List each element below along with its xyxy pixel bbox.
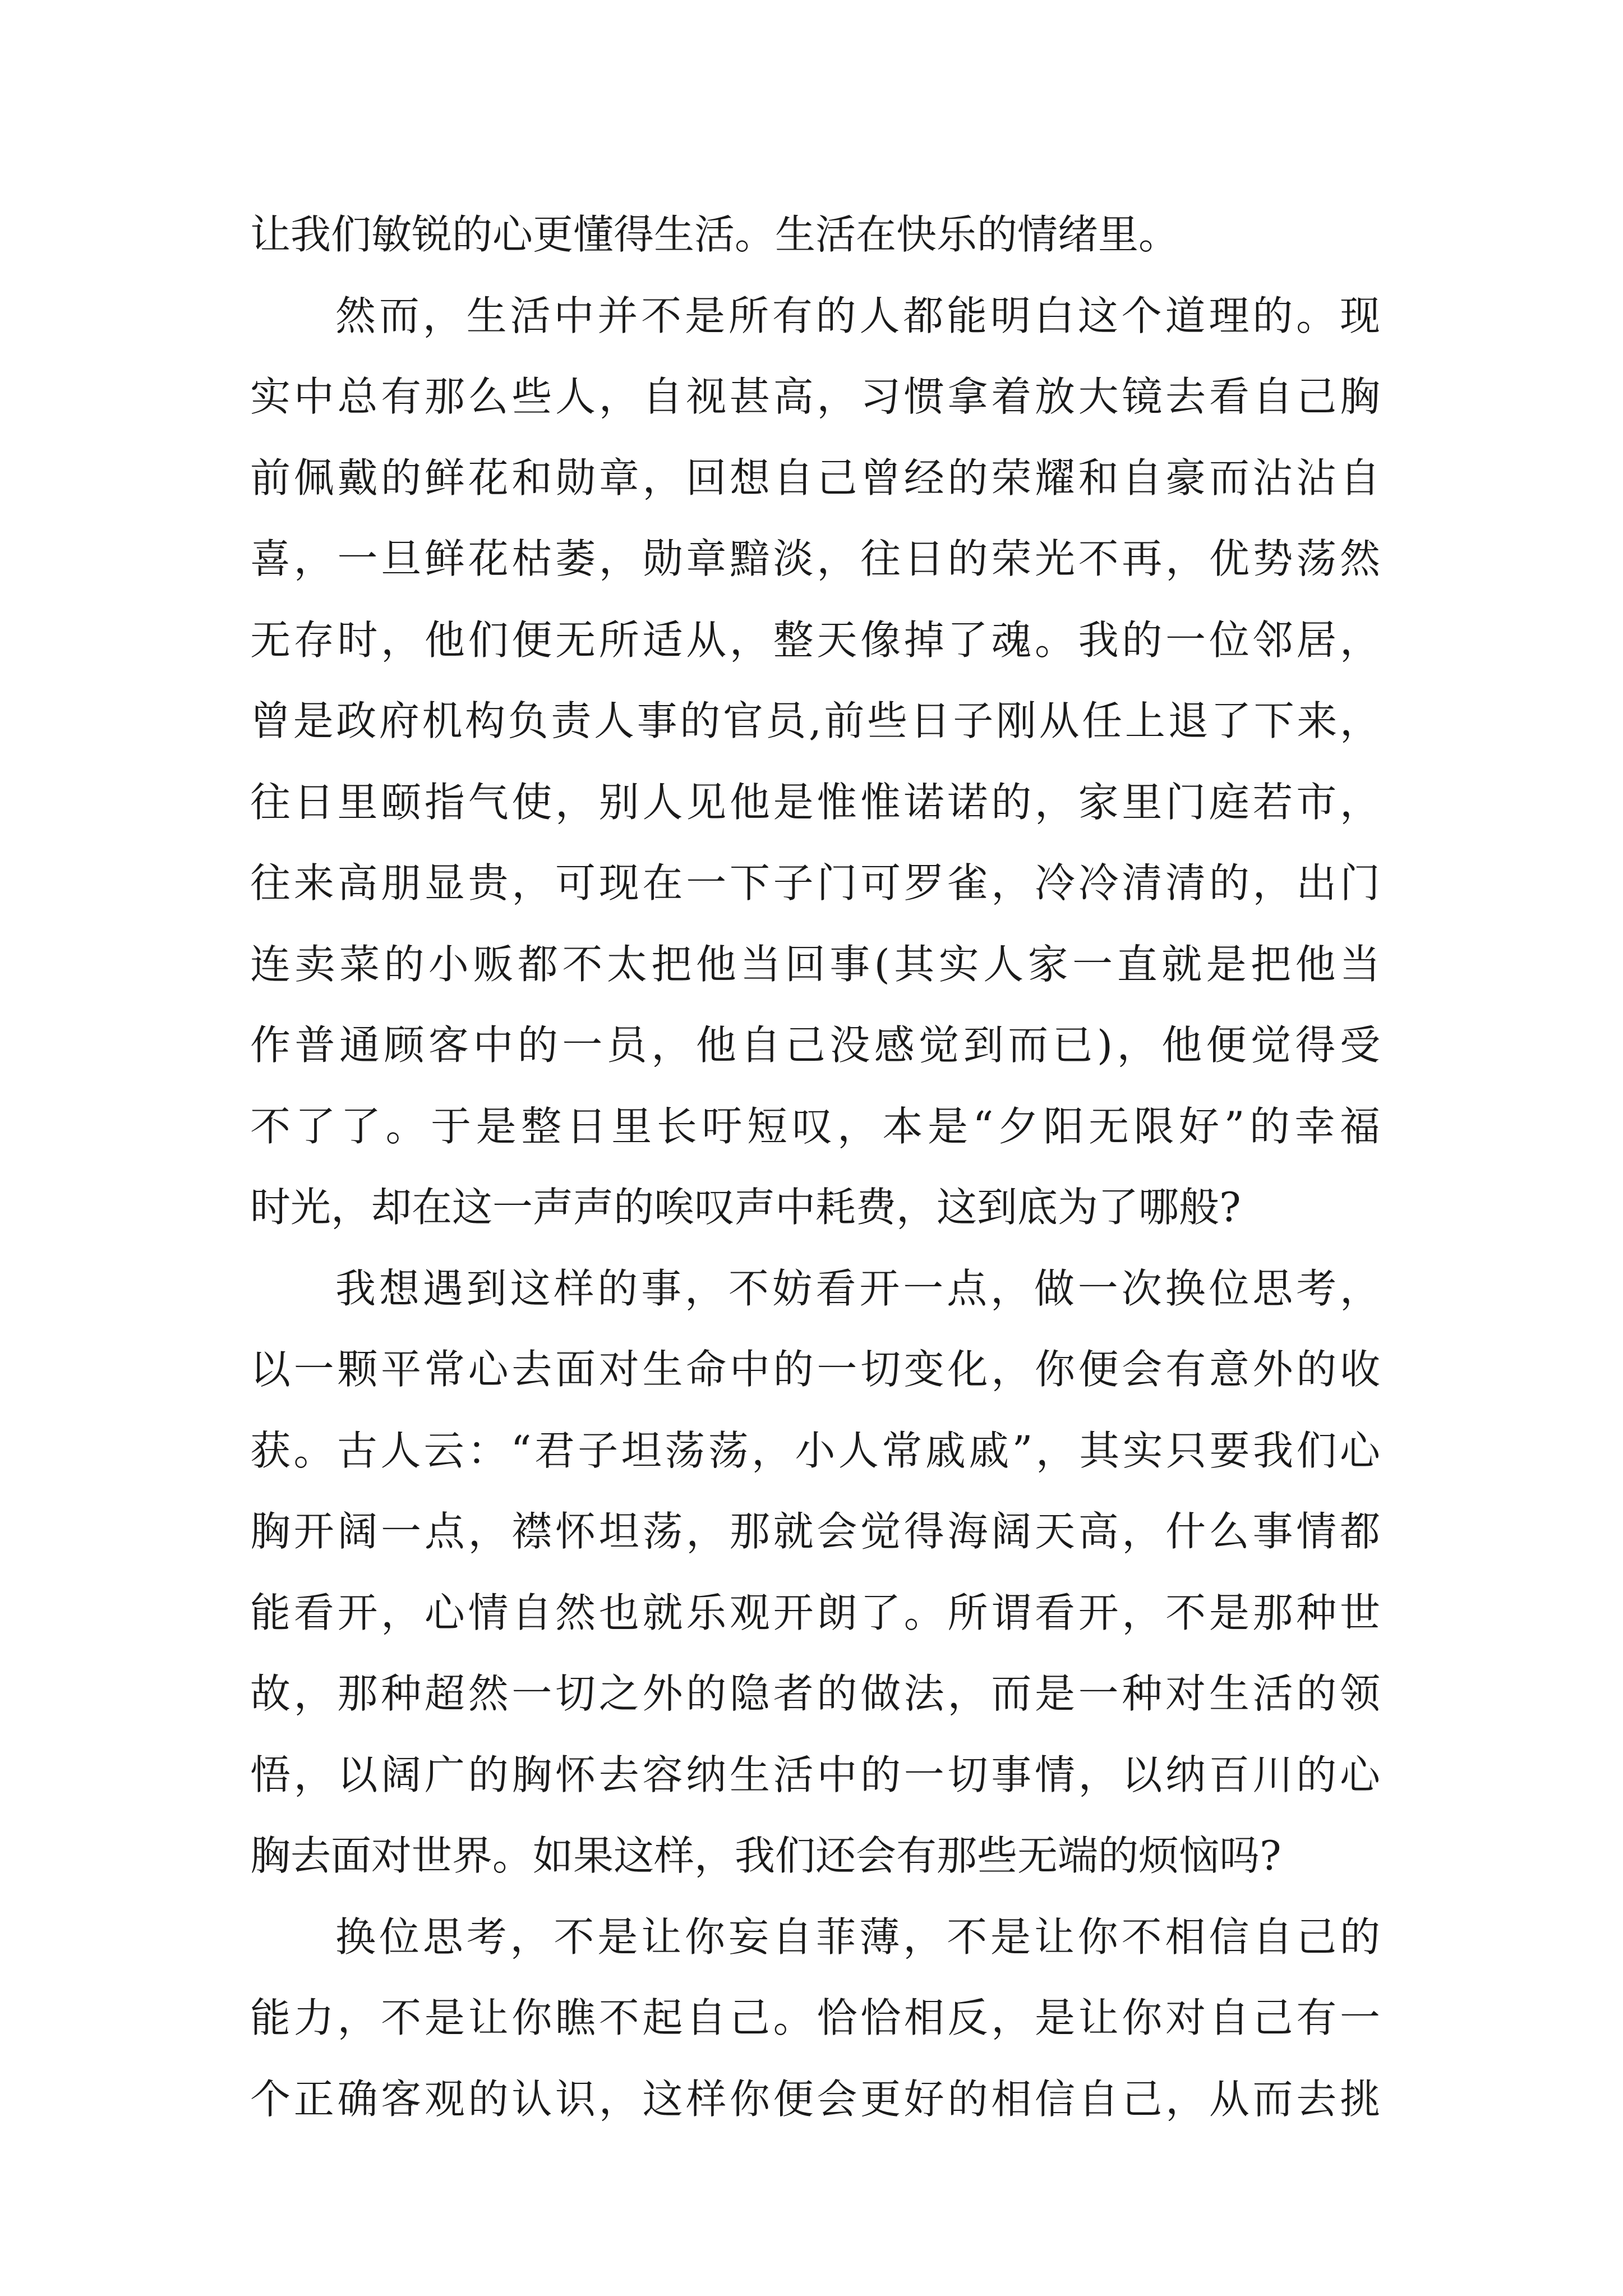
text-line: 喜，一旦鲜花枯萎，勋章黯淡，往日的荣光不再，优势荡然: [250, 535, 1380, 582]
text-line: 能看开，心情自然也就乐观开朗了。所谓看开，不是那种世: [250, 1589, 1380, 1636]
text-line: 让我们敏锐的心更懂得生活。生活在快乐的情绪里。: [250, 211, 1179, 258]
text-line: 前佩戴的鲜花和勋章，回想自己曾经的荣耀和自豪而沾沾自: [250, 454, 1380, 501]
text-line: 换位思考，不是让你妄自菲薄，不是让你不相信自己的: [335, 1913, 1380, 1961]
text-line: 我想遇到这样的事，不妨看开一点，做一次换位思考，: [335, 1264, 1380, 1312]
text-line: 个正确客观的认识，这样你便会更好的相信自己，从而去挑: [250, 2075, 1380, 2123]
text-line: 故，那种超然一切之外的隐者的做法，而是一种对生活的领: [250, 1670, 1380, 1717]
text-line: 无存时，他们便无所适从，整天像掉了魂。我的一位邻居，: [250, 616, 1380, 664]
text-line: 胸去面对世界。如果这样，我们还会有那些无端的烦恼吗?: [250, 1832, 1281, 1879]
text-line: 时光，却在这一声声的唉叹声中耗费，这到底为了哪般?: [250, 1184, 1241, 1231]
text-line: 曾是政府机构负责人事的官员,前些日子刚从任上退了下来，: [250, 697, 1380, 744]
text-line: 能力，不是让你瞧不起自己。恰恰相反，是让你对自己有一: [250, 1994, 1380, 2041]
text-line: 连卖菜的小贩都不太把他当回事(其实人家一直就是把他当: [250, 940, 1380, 988]
text-line: 往来高朋显贵，可现在一下子门可罗雀，冷冷清清的，出门: [250, 859, 1380, 907]
text-line: 作普通顾客中的一员，他自己没感觉到而已)，他便觉得受: [250, 1022, 1380, 1069]
text-line: 获。古人云：“君子坦荡荡，小人常戚戚”，其实只要我们心: [250, 1427, 1380, 1474]
text-line: 然而，生活中并不是所有的人都能明白这个道理的。现: [335, 292, 1380, 339]
body-text: [250, 194, 1380, 2139]
text-line: 胸开阔一点，襟怀坦荡，那就会觉得海阔天高，什么事情都: [250, 1508, 1380, 1555]
text-line: 实中总有那么些人，自视甚高，习惯拿着放大镜去看自己胸: [250, 373, 1380, 420]
text-line: 往日里颐指气使，别人见他是惟惟诺诺的，家里门庭若市，: [250, 778, 1380, 826]
text-line: 以一颗平常心去面对生命中的一切变化，你便会有意外的收: [250, 1346, 1380, 1393]
text-line: 不了了。于是整日里长吁短叹，本是“夕阳无限好”的幸福: [250, 1102, 1380, 1150]
text-line: 悟，以阔广的胸怀去容纳生活中的一切事情，以纳百川的心: [250, 1751, 1380, 1798]
